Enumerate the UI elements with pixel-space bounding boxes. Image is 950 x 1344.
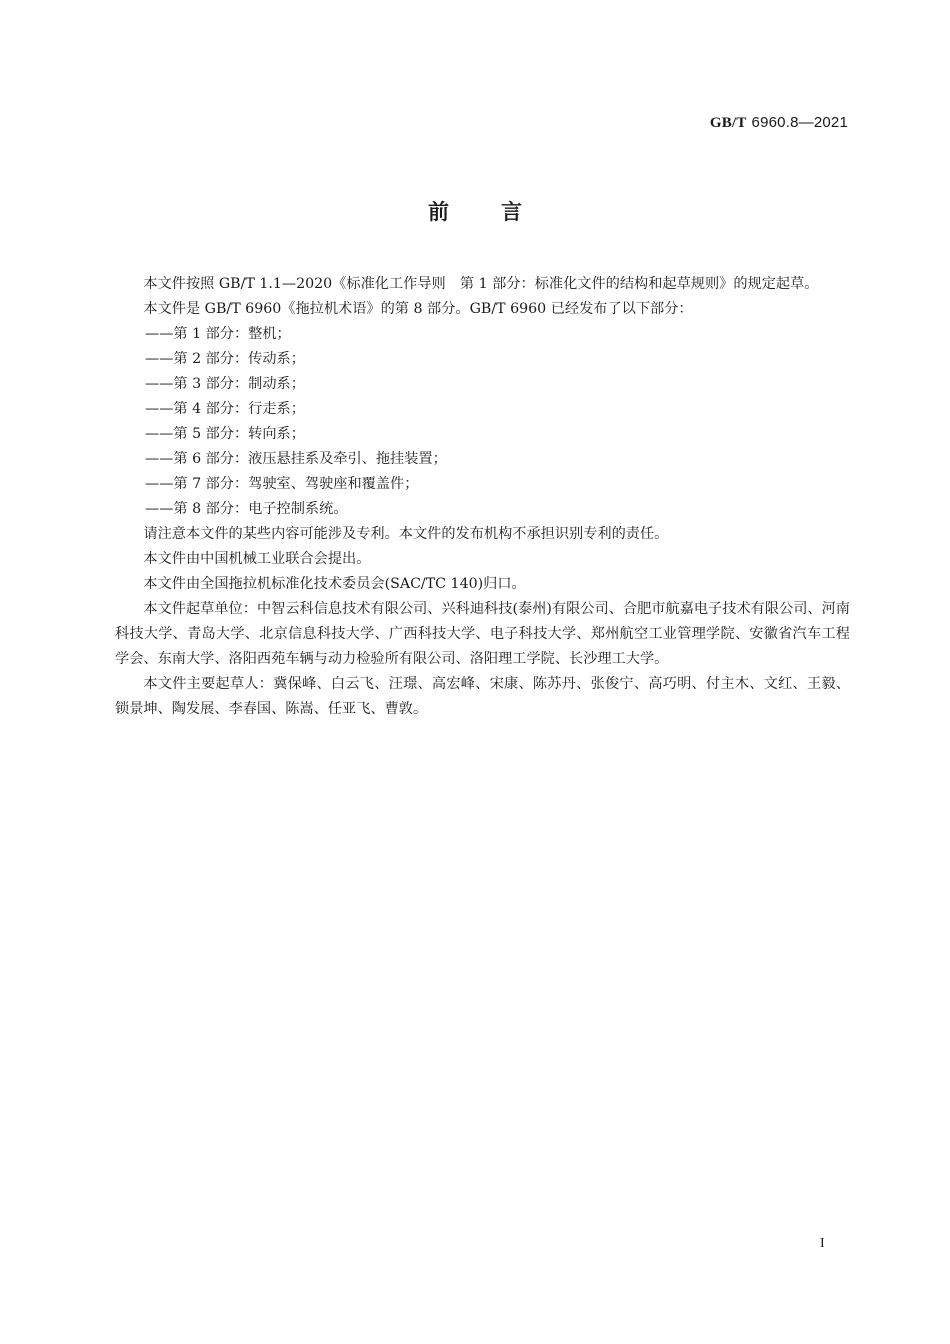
paragraph-drafting-rules: 本文件按照 GB/T 1.1—2020《标准化工作导则 第 1 部分：标准化文件的结构和起草规则》的规定起草。 bbox=[143, 276, 819, 292]
paragraph-series-intro: 本文件是 GB/T 6960《拖拉机术语》的第 8 部分。GB/T 6960 已经发布了以下部分： bbox=[143, 301, 693, 317]
paragraph-drafting-units: 本文件起草单位：中智云科信息技术有限公司、兴科迪科技(泰州)有限公司、合肥市航嘉电子技术有限公司、河南科技大学、青岛大学、北京信息科技大学、广西科技大学、电子科技大学、郑州航空工业管理学院、安徽省汽车工程学会、东南大学、洛阳西苑车辆与动力检验所有限公司、洛阳理工学院、长沙理工大学。 bbox=[115, 601, 850, 667]
title-char-2: 言 bbox=[501, 200, 522, 224]
list-item-part-5: ——第 5 部分：转向系； bbox=[145, 426, 305, 442]
list-item-part-2: ——第 2 部分：传动系； bbox=[145, 351, 305, 367]
standard-code: 6960.8—2021 bbox=[751, 114, 848, 131]
list-item-part-4: ——第 4 部分：行走系； bbox=[145, 401, 305, 417]
paragraph-proposed-by: 本文件由中国机械工业联合会提出。 bbox=[143, 551, 371, 567]
list-item-part-1: ——第 1 部分：整机； bbox=[145, 326, 291, 342]
foreword-body bbox=[115, 272, 850, 722]
paragraph-patent-notice: 请注意本文件的某些内容可能涉及专利。本文件的发布机构不承担识别专利的责任。 bbox=[143, 526, 669, 542]
title-char-1: 前 bbox=[428, 200, 449, 224]
page-number: I bbox=[820, 1236, 825, 1251]
standard-prefix: GB/T bbox=[709, 115, 747, 131]
paragraph-administered-by: 本文件由全国拖拉机标准化技术委员会(SAC/TC 140)归口。 bbox=[143, 576, 526, 592]
paragraph-drafters: 本文件主要起草人：冀保峰、白云飞、汪璟、高宏峰、宋康、陈苏丹、张俊宁、高巧明、付主木、文红、王毅、锁景坤、陶发展、李春国、陈嵩、任亚飞、曹敦。 bbox=[115, 676, 850, 717]
list-item-part-6: ——第 6 部分：液压悬挂系及牵引、拖挂装置； bbox=[145, 451, 447, 467]
page-title bbox=[0, 196, 950, 226]
list-item-part-8: ——第 8 部分：电子控制系统。 bbox=[145, 501, 348, 517]
standard-number bbox=[710, 113, 848, 132]
list-item-part-3: ——第 3 部分：制动系； bbox=[145, 376, 305, 392]
list-item-part-7: ——第 7 部分：驾驶室、驾驶座和覆盖件； bbox=[145, 476, 419, 492]
